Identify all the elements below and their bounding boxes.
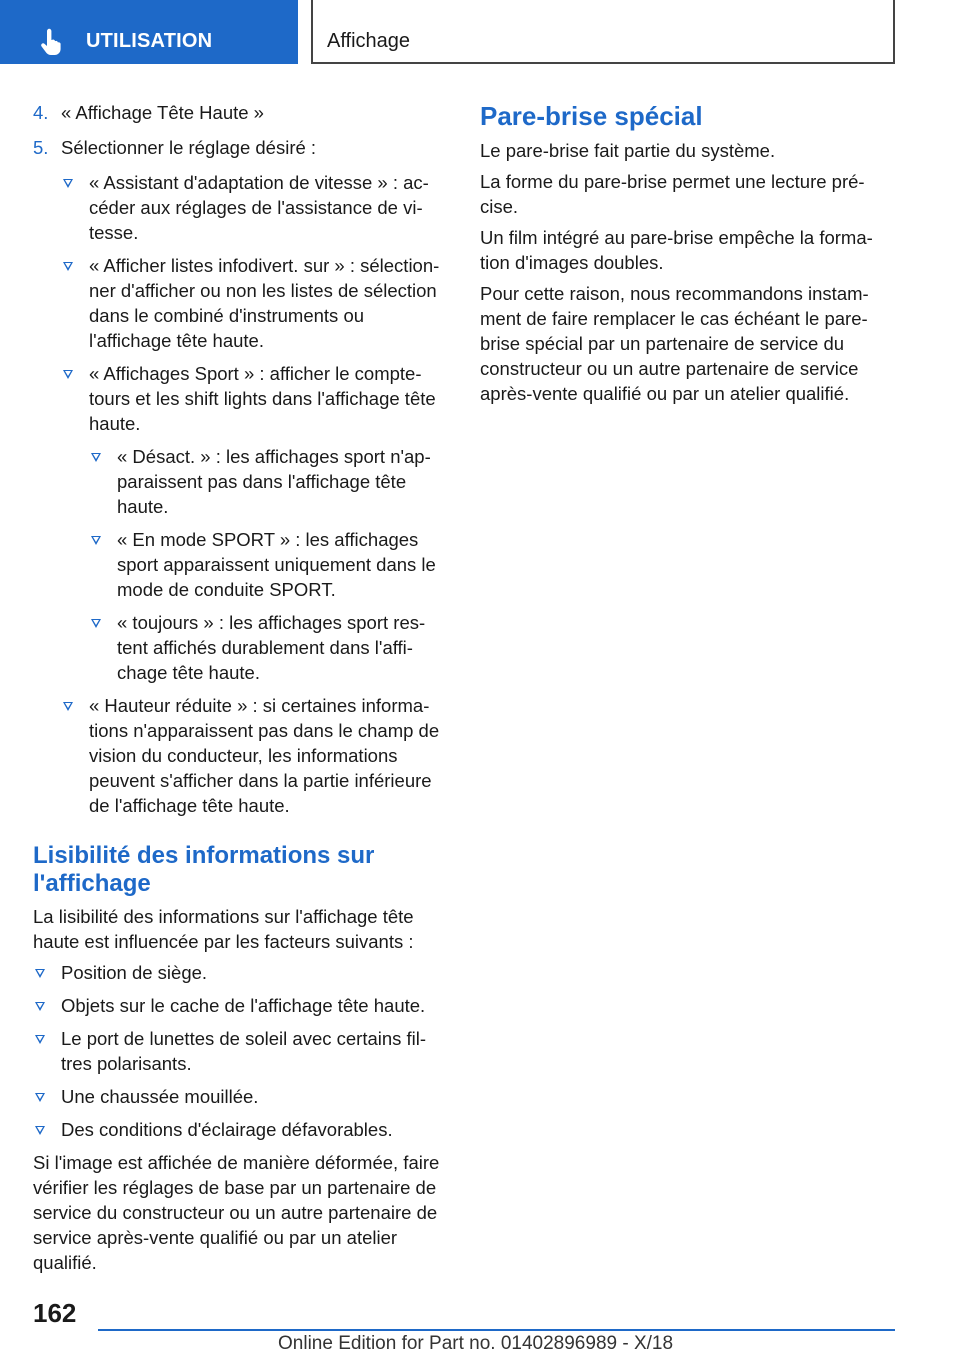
list-item-text: Objets sur le cache de l'affichage tête haute.	[61, 995, 426, 1016]
triangle-bullet-icon	[35, 1093, 45, 1102]
triangle-bullet-icon	[63, 179, 73, 188]
section-tab[interactable]	[311, 0, 895, 64]
chapter-label: UTILISATION	[86, 30, 213, 52]
list-item	[61, 253, 445, 353]
sub-list-item	[89, 610, 445, 685]
triangle-bullet-icon	[63, 262, 73, 271]
section-heading: Pare-brise spécial	[480, 101, 703, 131]
triangle-bullet-icon	[35, 969, 45, 978]
paragraph: La forme du pare-brise permet une lecture précise.	[480, 171, 865, 217]
step-number: 5.	[33, 137, 49, 158]
list-item-text: « Désact. » : les affichages sport n'apparaissent pas dans l'affichage tête haute.	[117, 446, 431, 517]
right-column	[480, 100, 890, 412]
list-item-text: « Affichages Sport » : afficher le compte-tours et les shift lights dans l'affichage tête haute.	[89, 363, 436, 434]
triangle-bullet-icon	[91, 453, 101, 462]
triangle-bullet-icon	[35, 1035, 45, 1044]
page-number: 162	[33, 1298, 77, 1328]
sub-list-item	[89, 444, 445, 519]
list-item	[33, 960, 445, 985]
triangle-bullet-icon	[63, 370, 73, 379]
triangle-bullet-icon	[91, 536, 101, 545]
chapter-tab[interactable]	[0, 0, 298, 64]
paragraph: Le pare-brise fait partie du système.	[480, 140, 776, 161]
paragraph: La lisibilité des informations sur l'affichage tête haute est influencée par les facteurs suivants :	[33, 906, 414, 952]
sub-list-item	[89, 527, 445, 602]
list-item-text: « En mode SPORT » : les affichages sport apparaissent uniquement dans le mode de conduite SPORT.	[117, 529, 436, 600]
list-item-text: Le port de lunettes de soleil avec certains filtres polarisants.	[61, 1028, 427, 1074]
triangle-bullet-icon	[63, 702, 73, 711]
list-item-text: Une chaussée mouillée.	[61, 1086, 259, 1107]
list-item-text: « Assistant d'adaptation de vitesse » : accéder aux réglages de l'assistance de vitesse.	[89, 172, 429, 243]
paragraph: Si l'image est affichée de manière déformée, faire vérifier les réglages de base par un partenaire de service du constructeur ou un autre partenaire de service après-vente qualifié ou par un atelier qualifié.	[33, 1152, 440, 1273]
step-number: 4.	[33, 102, 49, 123]
section-label: Affichage	[327, 30, 411, 52]
left-column	[33, 100, 445, 1281]
paragraph: Un film intégré au pare-brise empêche la formation d'images doubles.	[480, 227, 873, 273]
list-item	[33, 1117, 445, 1142]
step-text: « Affichage Tête Haute »	[61, 102, 264, 123]
hand-pointer-icon	[38, 28, 66, 56]
list-item	[61, 693, 445, 818]
list-item	[61, 361, 445, 436]
step-text: Sélectionner le réglage désiré :	[61, 137, 317, 158]
list-item-text: « Hauteur réduite » : si certaines informations n'apparaissent pas dans le champ de vision du conducteur, les informations peuvent s'afficher dans la partie inférieure de l'affichage tête haute.	[89, 695, 440, 816]
triangle-bullet-icon	[35, 1126, 45, 1135]
list-item-text: Des conditions d'éclairage défavorables.	[61, 1119, 393, 1140]
triangle-bullet-icon	[35, 1002, 45, 1011]
page-header	[0, 0, 960, 66]
list-item	[33, 1084, 445, 1109]
footer-divider	[98, 1329, 895, 1331]
list-item-text: « Afficher listes infodivert. sur » : sélectionner d'afficher ou non les listes de sélection dans le combiné d'instruments ou l'affichage tête haute.	[89, 255, 440, 351]
step-item	[33, 135, 445, 160]
list-item	[61, 170, 445, 245]
list-item	[33, 1026, 445, 1076]
step-item	[33, 100, 445, 125]
edition-text: Online Edition for Part no. 01402896989 - X/18	[278, 1333, 674, 1354]
list-item-text: Position de siège.	[61, 962, 208, 983]
section-heading: Lisibilité des informations sur l'affichage	[33, 842, 375, 897]
list-item	[33, 993, 445, 1018]
triangle-bullet-icon	[91, 619, 101, 628]
paragraph: Pour cette raison, nous recommandons instamment de faire remplacer le cas échéant le pare-brise spécial par un partenaire de service du constructeur ou un autre partenaire de service après-vente qualifié ou par un atelier qualifié.	[480, 283, 869, 404]
list-item-text: « toujours » : les affichages sport restent affichés durablement dans l'affichage tête haute.	[117, 612, 426, 683]
